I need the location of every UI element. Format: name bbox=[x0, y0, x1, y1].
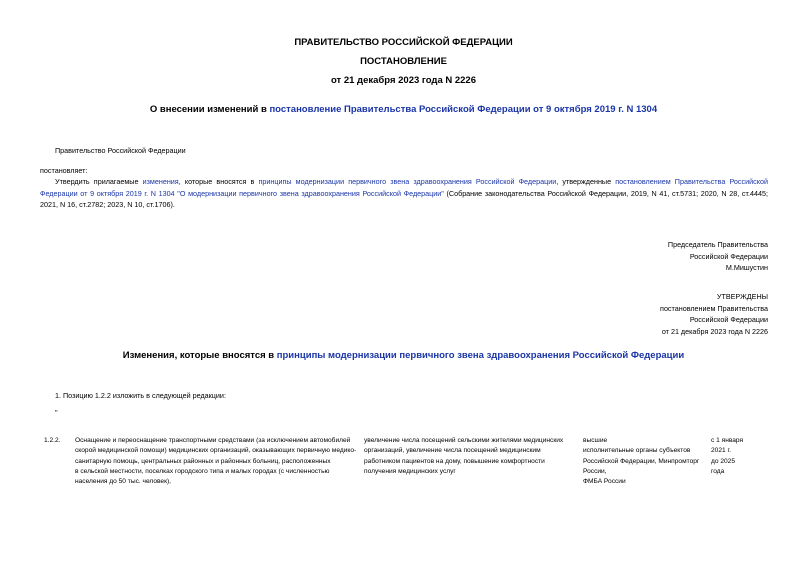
signature-title-2: Российской Федерации bbox=[689, 251, 768, 261]
result-line: организаций, увеличение числа посещений медицинским bbox=[364, 447, 541, 455]
approval-line-3: Российской Федерации bbox=[689, 315, 768, 324]
signature-name: М.Мишустин bbox=[725, 263, 768, 272]
term-line: до 2025 bbox=[711, 457, 736, 465]
paragraph-text: , которые вносятся в bbox=[178, 177, 259, 186]
paragraph-text: (Собрание законодательства Российской Федерации, 2019, N 41, ст.5731; 2020, N 28, ст.4445; 2021, N 16, ст.2782; 2023, N 10, ст.1706). bbox=[40, 188, 768, 209]
signature-block bbox=[668, 239, 768, 274]
item-1-text: 1. Позицию 1.2.2 изложить в следующей редакции: bbox=[55, 391, 226, 400]
approval-block bbox=[660, 291, 768, 337]
responsible-line: исполнительные органы субъектов bbox=[583, 447, 691, 455]
principles-link[interactable]: принципы модернизации первичного звена здравоохранения Российской Федерации bbox=[258, 177, 557, 186]
principles-title-link[interactable]: принципы модернизации первичного звена здравоохранения Российской Федерации bbox=[276, 350, 685, 361]
decrees-text: постановляет: bbox=[40, 166, 88, 175]
table-result-cell bbox=[364, 436, 574, 477]
measure-line: населения до 50 тыс. человек), bbox=[75, 478, 172, 486]
table-row-number: 1.2.2. bbox=[44, 437, 61, 444]
term-line: года bbox=[711, 467, 725, 475]
result-line: получения медицинских услуг bbox=[364, 467, 456, 475]
issuer-text: Правительство Российской Федерации bbox=[55, 146, 186, 155]
responsible-line: ФМБА России bbox=[583, 478, 626, 486]
decree-1304-link[interactable]: постановлением Правительства Российской Федерации от 9 октября 2019 г. N 1304 "О модернизации первичного звена здравоохранения Российской Федерации" bbox=[40, 177, 768, 198]
term-line: с 1 января bbox=[711, 437, 744, 444]
table-term-cell bbox=[711, 436, 771, 477]
government-heading: ПРАВИТЕЛЬСТВО РОССИЙСКОЙ ФЕДЕРАЦИИ bbox=[294, 37, 513, 48]
measure-line: скорой медицинской помощи) медицинских организаций, оказывающих первичную медико- bbox=[75, 447, 357, 455]
changes-title-prefix: Изменения, которые вносятся в bbox=[122, 350, 277, 361]
document-type: ПОСТАНОВЛЕНИЕ bbox=[360, 56, 447, 67]
table-measure-cell bbox=[75, 436, 365, 487]
opening-quote: " bbox=[55, 408, 58, 417]
signature-title: Председатель Правительства bbox=[667, 240, 768, 249]
measure-line: Оснащение и переоснащение транспортными средствами (за исключением автомобилей bbox=[75, 437, 351, 444]
paragraph-text: Утвердить прилагаемые bbox=[55, 177, 143, 186]
amended-decree-link[interactable]: постановление Правительства Российской Федерации от 9 октября 2019 г. N 1304 bbox=[269, 104, 658, 115]
document-title bbox=[0, 104, 807, 115]
approval-word: УТВЕРЖДЕНЫ bbox=[716, 292, 768, 301]
responsible-line: России, bbox=[583, 467, 607, 475]
changes-link[interactable]: изменения bbox=[142, 177, 179, 186]
result-line: увеличение числа посещений сельскими жителями медицинских bbox=[364, 437, 564, 444]
approval-line-2: постановлением Правительства bbox=[660, 303, 768, 313]
term-line: 2021 г. bbox=[711, 447, 731, 455]
paragraph-text: , утвержденные bbox=[556, 177, 616, 186]
resolution-paragraph bbox=[40, 176, 768, 211]
approval-line-4: от 21 декабря 2023 года N 2226 bbox=[661, 326, 768, 336]
responsible-line: Российской Федерации, Минпромторг bbox=[583, 457, 700, 465]
measure-line: санитарную помощь, центральных районных и районных больниц, расположенных bbox=[75, 457, 331, 465]
table-responsible-cell bbox=[583, 436, 703, 487]
measure-line: в сельской местности, поселках городского типа и малых городах (с численностью bbox=[75, 467, 330, 475]
responsible-line: высшие bbox=[583, 437, 608, 444]
document-date-number: от 21 декабря 2023 года N 2226 bbox=[330, 75, 476, 86]
changes-title bbox=[0, 350, 807, 361]
result-line: работником пациентов на дому, повышение комфортности bbox=[364, 457, 545, 465]
document-title-prefix: О внесении изменений в bbox=[149, 104, 270, 115]
